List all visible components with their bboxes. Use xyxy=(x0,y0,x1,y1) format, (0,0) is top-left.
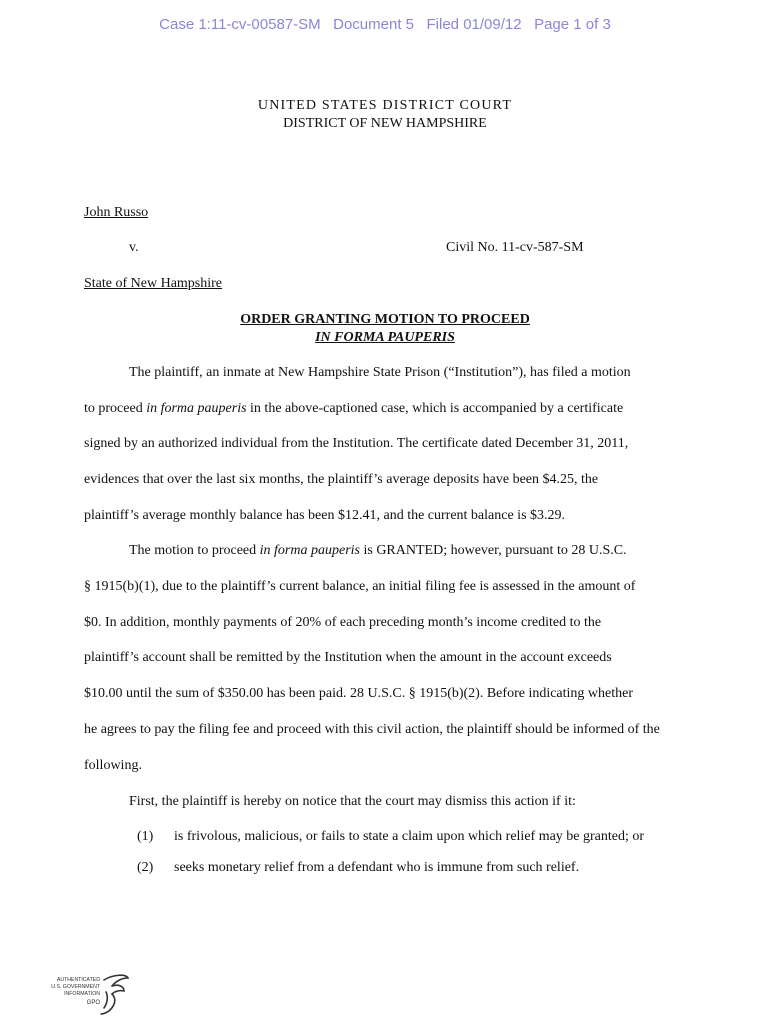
para1-line4: evidences that over the last six months, the plaintiff’s average deposits have been $4.25, the xyxy=(84,472,599,487)
para2-line1-a: The motion to proceed xyxy=(129,543,260,558)
para2-line5: $10.00 until the sum of $350.00 has been paid. 28 U.S.C. § 1915(b)(2). Before indicating whether xyxy=(84,686,634,701)
case-header: Case 1:11-cv-00587-SM Document 5 Filed 01/09/12 Page 1 of 3 xyxy=(159,16,611,33)
order-title xyxy=(0,311,770,347)
seal-line4: GPO xyxy=(86,1000,100,1006)
seal-line2: U.S. GOVERNMENT xyxy=(51,984,100,990)
order-title-line2: IN FORMA PAUPERIS xyxy=(315,330,455,345)
para2-line2: § 1915(b)(1), due to the plaintiff’s current balance, an initial filing fee is assessed in the amount of xyxy=(84,579,636,594)
para1-line1: The plaintiff, an inmate at New Hampshire State Prison (“Institution”), has filed a motion xyxy=(129,365,631,380)
para2-line3: $0. In addition, monthly payments of 20% of each preceding month’s income credited to the xyxy=(84,615,602,630)
list-item-1-number: (1) xyxy=(137,829,154,844)
court-district: DISTRICT OF NEW HAMPSHIRE xyxy=(283,116,487,131)
court-heading xyxy=(0,97,770,133)
gpo-authentication-seal xyxy=(44,972,134,1018)
para1-line2-b: in the above-captioned case, which is accompanied by a certificate xyxy=(246,401,624,416)
list-item-2-number: (2) xyxy=(137,860,154,875)
para2-line6: he agrees to pay the filing fee and proceed with this civil action, the plaintiff should be informed of the xyxy=(84,722,660,737)
list-item-1-text: is frivolous, malicious, or fails to state a claim upon which relief may be granted; or xyxy=(174,829,645,844)
civil-number: Civil No. 11-cv-587-SM xyxy=(446,240,584,255)
para2-line1-italic: in forma pauperis xyxy=(259,543,360,558)
versus-text: v. xyxy=(129,240,139,255)
seal-line1: AUTHENTICATED xyxy=(56,977,100,983)
para1-line2-a: to proceed xyxy=(84,401,147,416)
para2-line7: following. xyxy=(84,758,142,773)
para3-line1: First, the plaintiff is hereby on notice that the court may dismiss this action if it: xyxy=(129,794,576,809)
plaintiff-name: John Russo xyxy=(84,205,149,220)
para1-line3: signed by an authorized individual from the Institution. The certificate dated December 31, 2011, xyxy=(84,436,629,451)
para1-line2-italic: in forma pauperis xyxy=(146,401,247,416)
defendant-name: State of New Hampshire xyxy=(84,276,223,291)
para2-line4: plaintiff’s account shall be remitted by the Institution when the amount in the account exceeds xyxy=(84,650,612,665)
list-item-2-text: seeks monetary relief from a defendant who is immune from such relief. xyxy=(174,860,580,875)
seal-line3: INFORMATION xyxy=(64,991,100,997)
para2-line1-b: is GRANTED; however, pursuant to 28 U.S.C. xyxy=(359,543,627,558)
para1-line5: plaintiff’s average monthly balance has been $12.41, and the current balance is $3.29. xyxy=(84,508,566,523)
order-title-line1: ORDER GRANTING MOTION TO PROCEED xyxy=(240,312,530,327)
eagle-icon xyxy=(101,975,128,1014)
court-name: UNITED STATES DISTRICT COURT xyxy=(257,98,513,113)
para2-line1 xyxy=(129,542,627,560)
para1-line2 xyxy=(84,400,623,418)
